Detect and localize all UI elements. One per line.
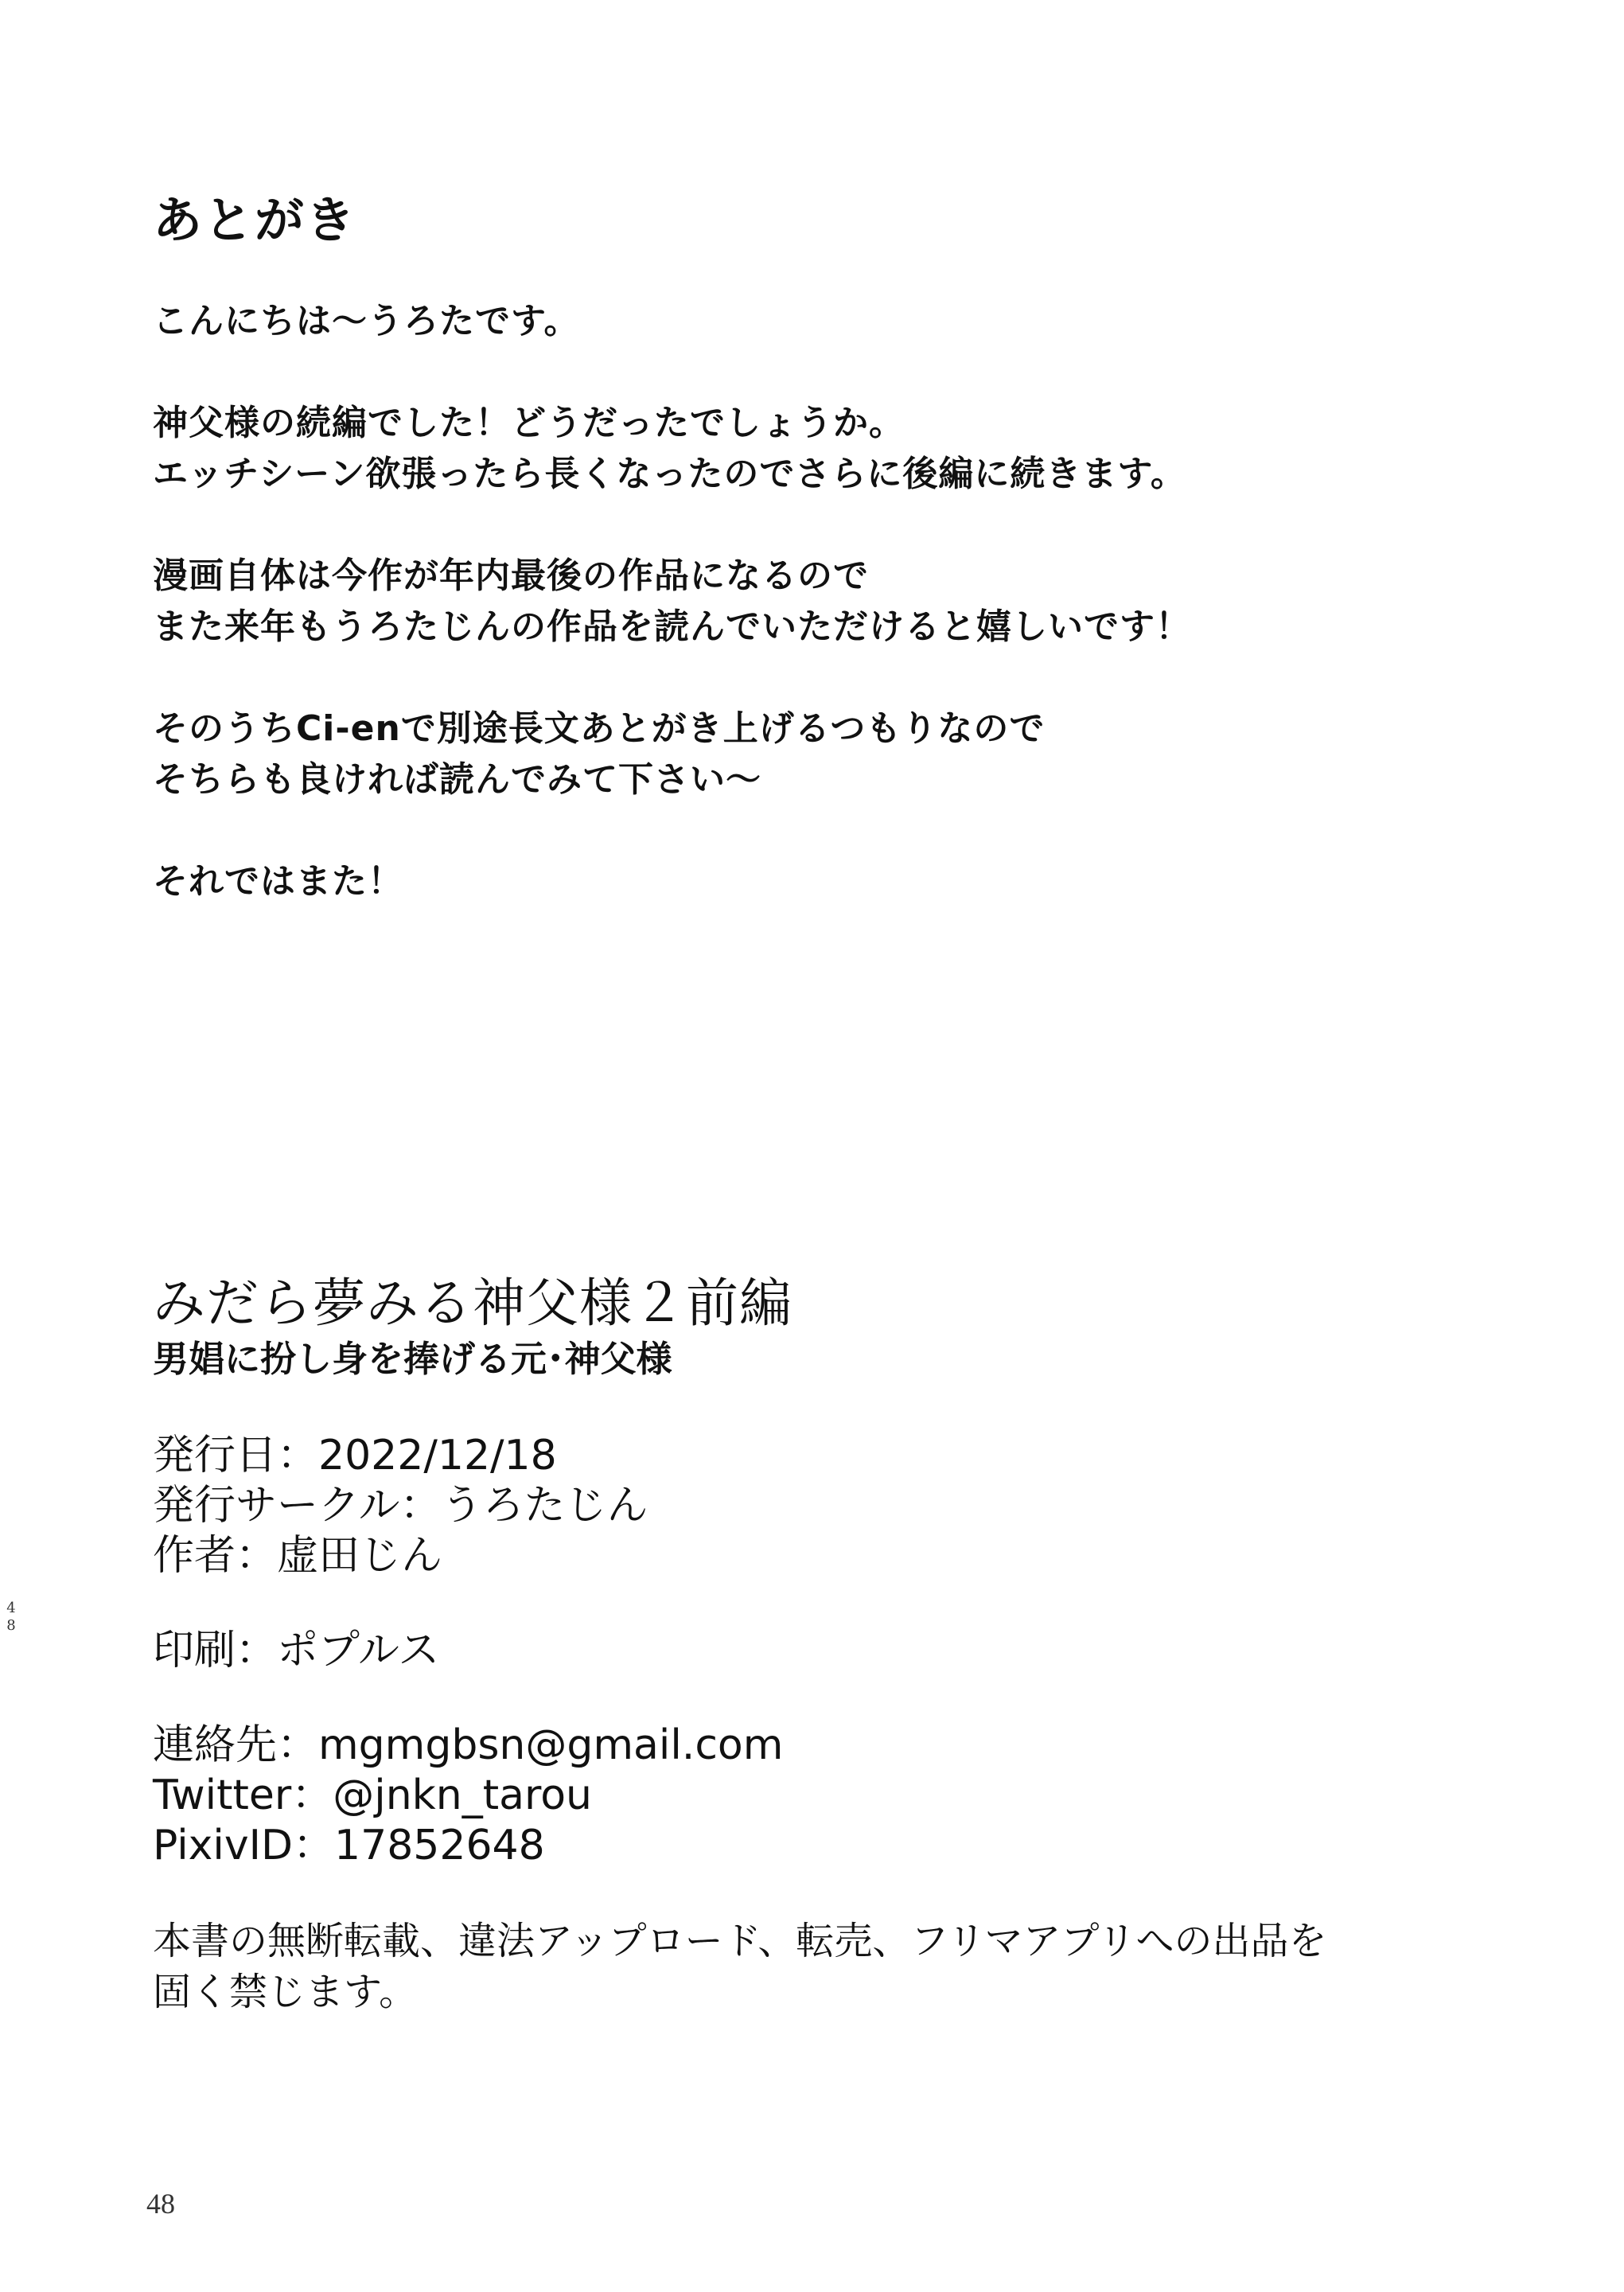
- contact-email: 連絡先：mgmgbsn@gmail.com: [153, 1721, 784, 1769]
- copyright-notice: [153, 1916, 1545, 2017]
- publication-date: 発行日：2022/12/18: [153, 1432, 557, 1479]
- book-title: みだら夢みる神父様２前編: [153, 1273, 793, 1334]
- book-subtitle: 男娼に扮し身を捧げる元･神父様: [153, 1338, 672, 1380]
- afterword-line: エッチシーン欲張ったら長くなったのでさらに後編に続きます。: [153, 454, 1186, 495]
- printer-info: [153, 1626, 1545, 1676]
- afterword-line: また来年もうろたじんの作品を読んでいただけると嬉しいです！: [153, 606, 1191, 648]
- side-page-digit: 8: [6, 1617, 16, 1634]
- afterword-heading: あとがき: [153, 191, 357, 249]
- afterword-paragraph: [153, 398, 1505, 500]
- notice-line: 本書の無断転載、違法アップロード、転売、フリマアプリへの出品を: [153, 1919, 1327, 1963]
- printer: 印刷：ポプルス: [153, 1627, 440, 1674]
- pixiv-id: PixivID：17852648: [153, 1822, 545, 1869]
- side-page-digit: 4: [6, 1600, 16, 1616]
- publishing-circle: 発行サークル：うろたじん: [153, 1482, 648, 1530]
- notice-line: 固く禁じます。: [153, 1970, 418, 2014]
- afterword-line: こんにちは〜うろたです。: [153, 301, 580, 342]
- twitter-handle: Twitter：@jnkn_tarou: [153, 1772, 593, 1819]
- page-number: 48: [146, 2188, 175, 2220]
- author: 作者：虚田じん: [153, 1532, 443, 1580]
- afterword-line: 漫画自体は今作が年内最後の作品になるので: [153, 555, 869, 597]
- afterword-line: そちらも良ければ読んでみて下さい〜: [153, 759, 761, 801]
- colophon-section: [153, 1272, 1545, 2017]
- afterword-paragraph: [153, 856, 1505, 907]
- afterword-line: 神父様の続編でした！どうだったでしょうか。: [153, 403, 905, 444]
- afterword-section: [153, 191, 1505, 958]
- afterword-paragraph: [153, 296, 1505, 347]
- side-page-number: [3, 1600, 19, 1635]
- contact-info: [153, 1721, 1545, 1871]
- afterword-paragraph: [153, 551, 1505, 653]
- publication-info: [153, 1431, 1545, 1581]
- afterword-paragraph: [153, 704, 1505, 805]
- afterword-line: そのうちCi-enで別途長文あとがき上げるつもりなので: [153, 708, 1046, 750]
- afterword-line: それではまた！: [153, 861, 403, 902]
